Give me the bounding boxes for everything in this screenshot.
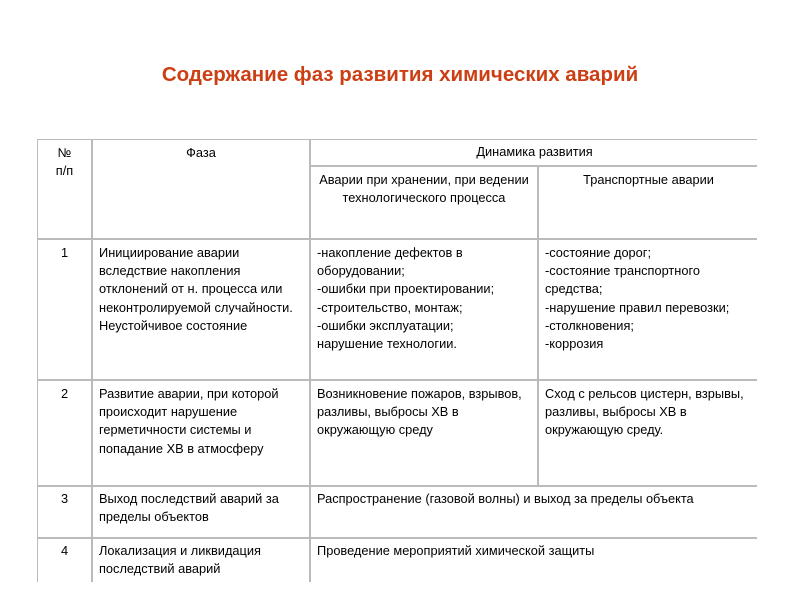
phases-table [37, 139, 757, 582]
header-number: № п/п [38, 140, 91, 238]
row-1-phase: Инициирование аварии вследствие накопления отклонений от н. процесса или неконтролируемой случайности. Неустойчивое состояние [93, 240, 309, 379]
row-2-number: 2 [38, 381, 91, 485]
row-3-dynamics: Распространение (газовой волны) и выход за пределы объекта [311, 487, 758, 537]
row-3-number: 3 [38, 487, 91, 537]
header-phase: Фаза [93, 140, 309, 238]
row-1-storage: -накопление дефектов в оборудовании; -ошибки при проектировании; -строительство, монтаж; -ошибки эксплуатации; нарушение технологии. [311, 240, 537, 379]
row-2-phase: Развитие аварии, при которой происходит нарушение герметичности системы и попадание ХВ в атмосферу [93, 381, 309, 485]
row-1-number: 1 [38, 240, 91, 379]
row-1-transport: -состояние дорог; -состояние транспортного средства; -нарушение правил перевозки; -столкновения; -коррозия [539, 240, 758, 379]
header-transport-accidents: Транспортные аварии [539, 167, 758, 238]
row-4-phase: Локализация и ликвидация последствий аварий [93, 539, 309, 588]
row-4-dynamics: Проведение мероприятий химической защиты [311, 539, 758, 588]
row-4-number: 4 [38, 539, 91, 588]
page-title: Содержание фаз развития химических аварий [161, 63, 639, 86]
header-dynamics: Динамика развития [311, 140, 758, 165]
row-3-phase: Выход последствий аварий за пределы объектов [93, 487, 309, 537]
header-storage-accidents: Аварии при хранении, при ведении технологического процесса [311, 167, 537, 238]
row-2-transport: Сход с рельсов цистерн, взрывы, разливы, выбросы ХВ в окружающую среду. [539, 381, 758, 485]
row-2-storage: Возникновение пожаров, взрывов, разливы, выбросы ХВ в окружающую среду [311, 381, 537, 485]
